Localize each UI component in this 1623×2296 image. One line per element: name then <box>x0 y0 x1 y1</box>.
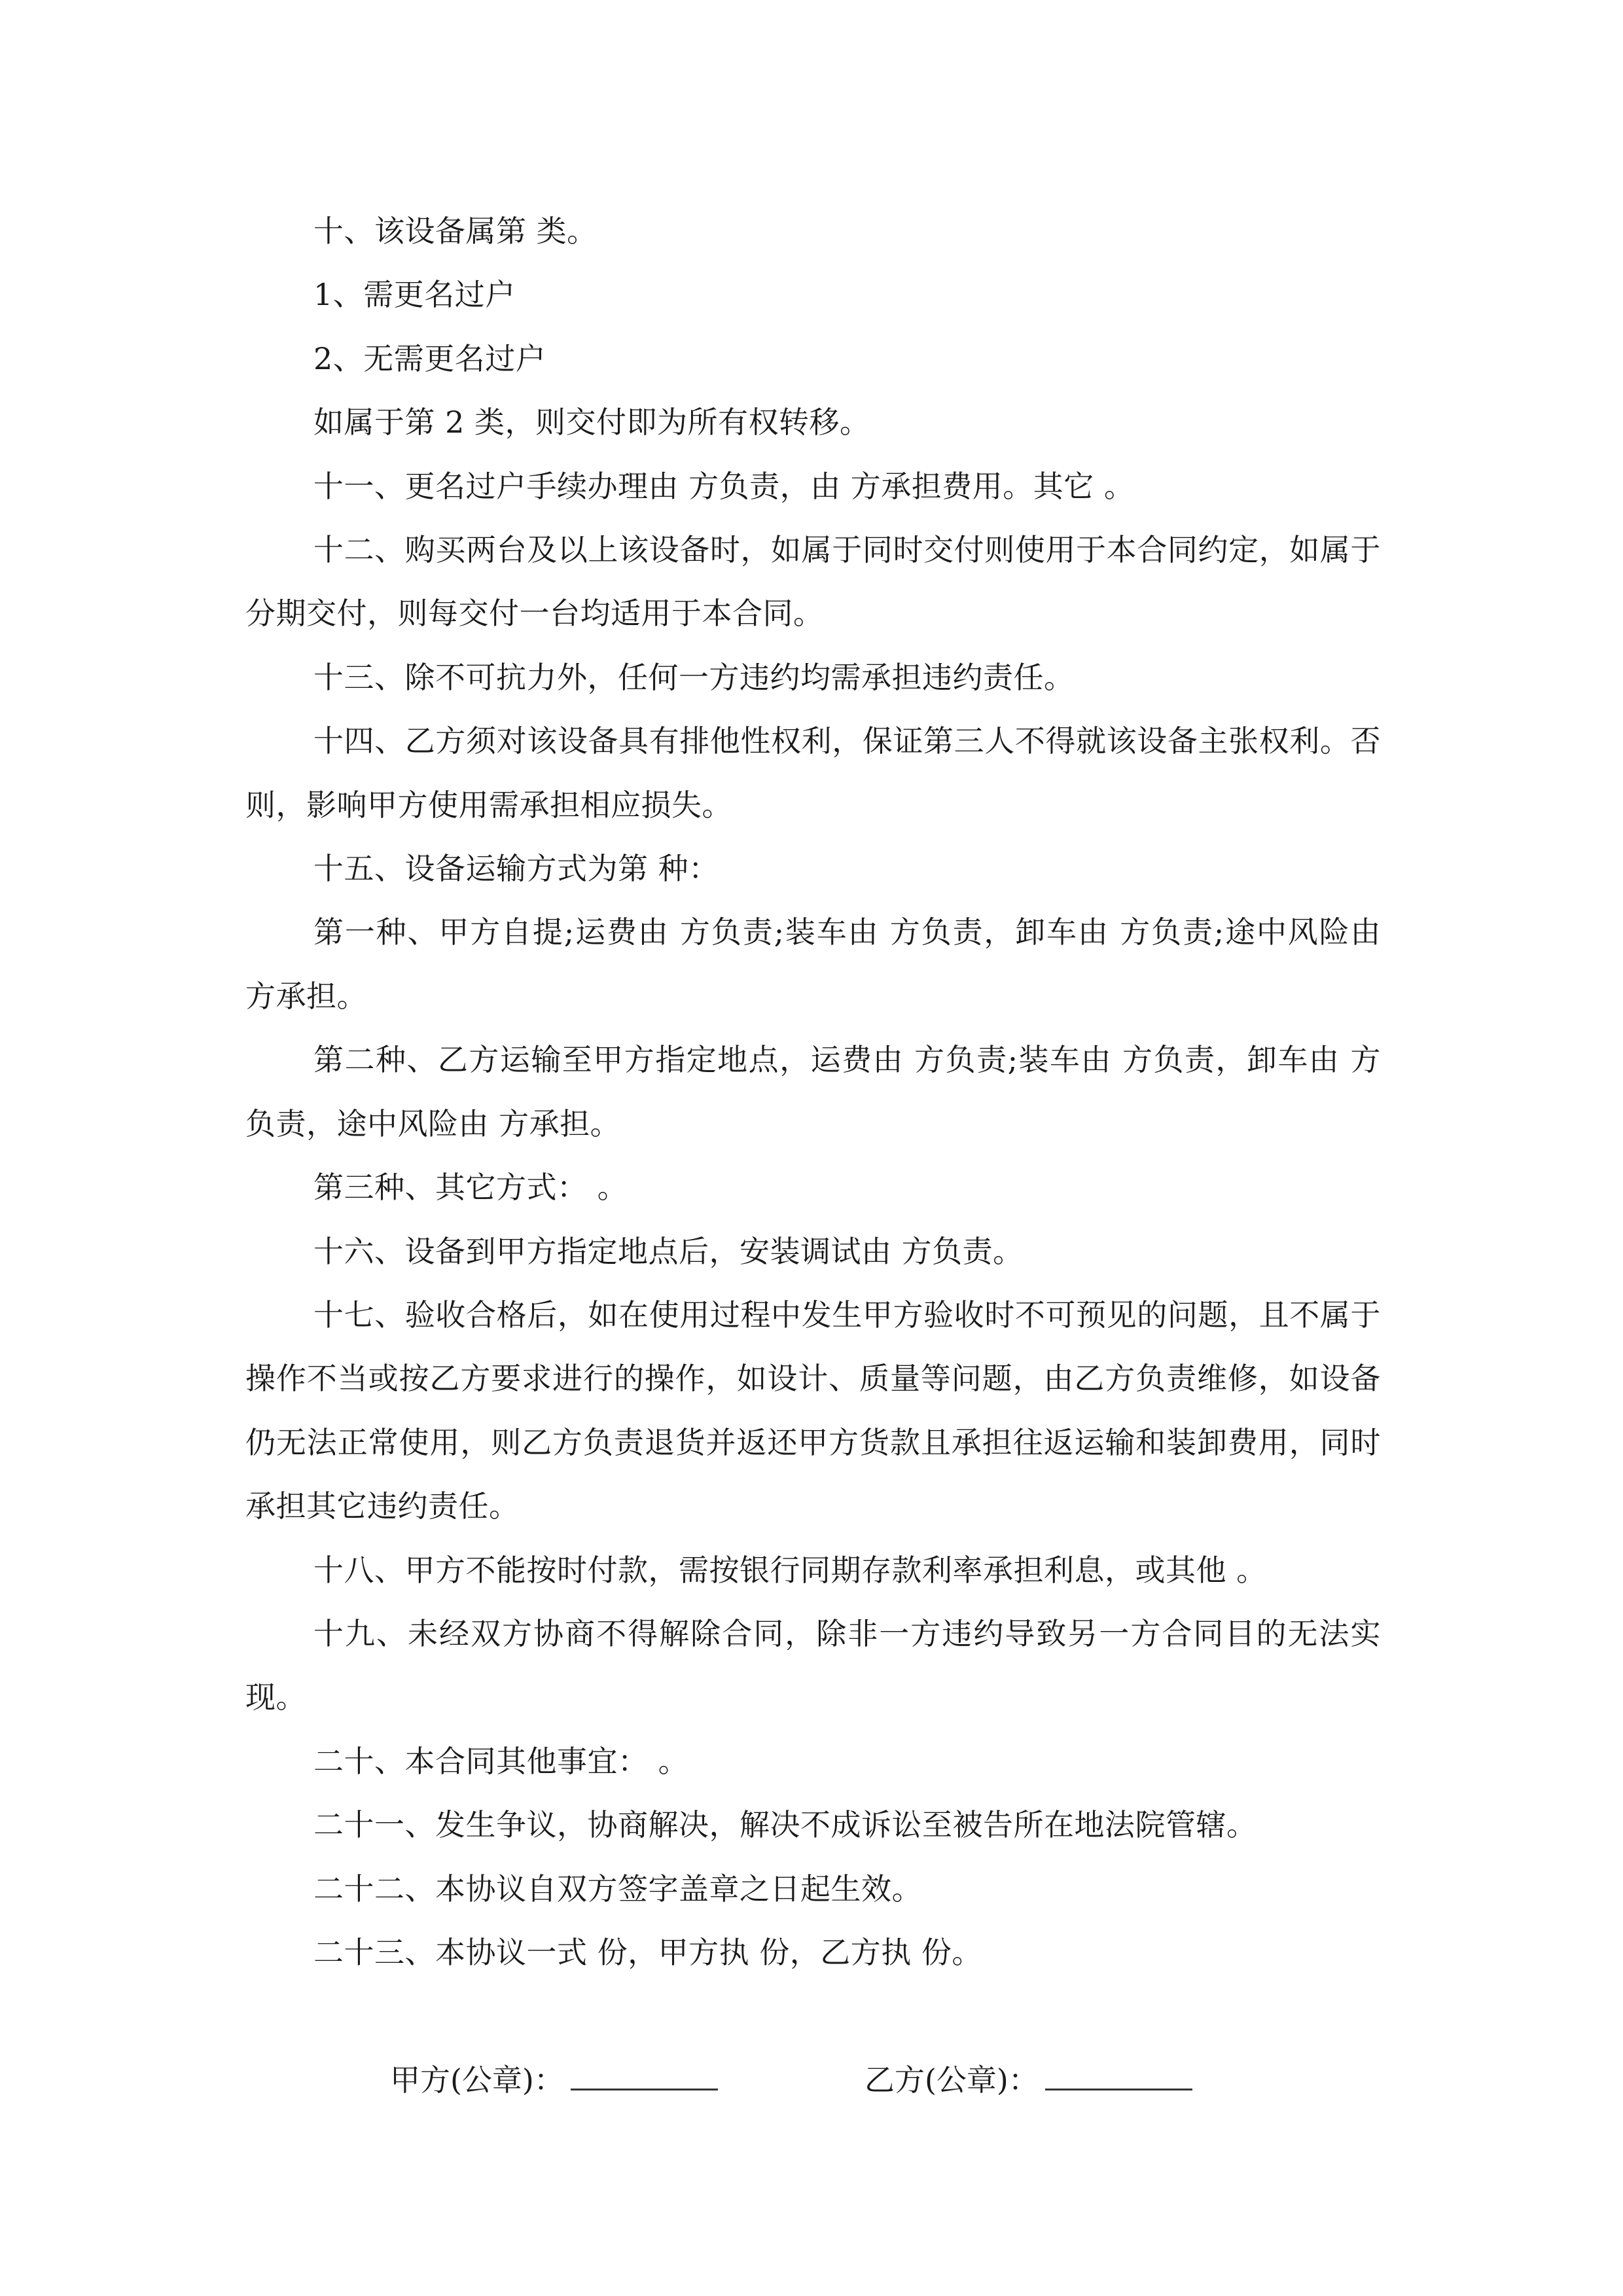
clause-14: 十四、乙方须对该设备具有排他性权利，保证第三人不得就该设备主张权利。否则，影响甲方使用需承担相应损失。 <box>245 723 1381 823</box>
party-b-signature <box>788 1984 1192 2176</box>
clause-10-note: 如属于第 2 类，则交付即为所有权转移。 <box>313 404 870 440</box>
clause-15-method-1: 第一种、甲方自提;运费由 方负责;装车由 方负责，卸车由 方负责;途中风险由 方承担。 <box>245 914 1391 1014</box>
clause-10-option-1: 1、需更名过户 <box>313 277 516 313</box>
clause-21: 二十一、发生争议，协商解决，解决不成诉讼至被告所在地法院管辖。 <box>313 1807 1257 1843</box>
clause-23: 二十三、本协议一式 份，甲方执 份，乙方执 份。 <box>313 1934 982 1970</box>
clause-22: 二十二、本协议自双方签字盖章之日起生效。 <box>313 1871 922 1907</box>
clause-13: 十三、除不可抗力外，任何一方违约均需承担违约责任。 <box>313 659 1075 695</box>
clause-12: 十二、购买两台及以上该设备时，如属于同时交付则使用于本合同约定，如属于分期交付，则每交付一台均适用于本合同。 <box>245 532 1381 632</box>
clause-18: 十八、甲方不能按时付款，需按银行同期存款利率承担利息，或其他 。 <box>313 1552 1267 1588</box>
signature-row <box>245 1984 1381 2098</box>
clause-19: 十九、未经双方协商不得解除合同，除非一方违约导致另一方合同目的无法实现。 <box>245 1615 1381 1715</box>
contract-body <box>245 200 1391 2098</box>
clause-16: 十六、设备到甲方指定地点后，安装调试由 方负责。 <box>313 1233 1024 1269</box>
party-b-seal-blank <box>1045 2049 1192 2090</box>
clause-17: 十七、验收合格后，如在使用过程中发生甲方验收时不可预见的问题，且不属于操作不当或按乙方要求进行的操作，如设计、质量等问题，由乙方负责维修，如设备仍无法正常使用，则乙方负责退货并返还甲方货款且承担往返运输和装卸费用，同时承担其它违约责任。 <box>245 1297 1381 1524</box>
party-b-label: 乙方(公章)： <box>864 2062 1039 2098</box>
party-a-label: 甲方(公章)： <box>389 2062 564 2098</box>
clause-11: 十一、更名过户手续办理由 方负责，由 方承担费用。其它 。 <box>313 468 1135 504</box>
clause-20: 二十、本合同其他事宜： 。 <box>313 1743 689 1779</box>
clause-10-option-2: 2、无需更名过户 <box>313 340 546 376</box>
clause-15-method-2: 第二种、乙方运输至甲方指定地点，运费由 方负责;装车由 方负责，卸车由 方负责，途中风险由 方承担。 <box>245 1042 1381 1141</box>
clause-10: 十、该设备属第 类。 <box>313 213 597 249</box>
clause-15: 十五、设备运输方式为第 种： <box>313 851 719 887</box>
party-a-seal-blank <box>571 2049 718 2090</box>
party-a-signature <box>313 1984 718 2176</box>
clause-15-method-3: 第三种、其它方式： 。 <box>313 1170 628 1206</box>
